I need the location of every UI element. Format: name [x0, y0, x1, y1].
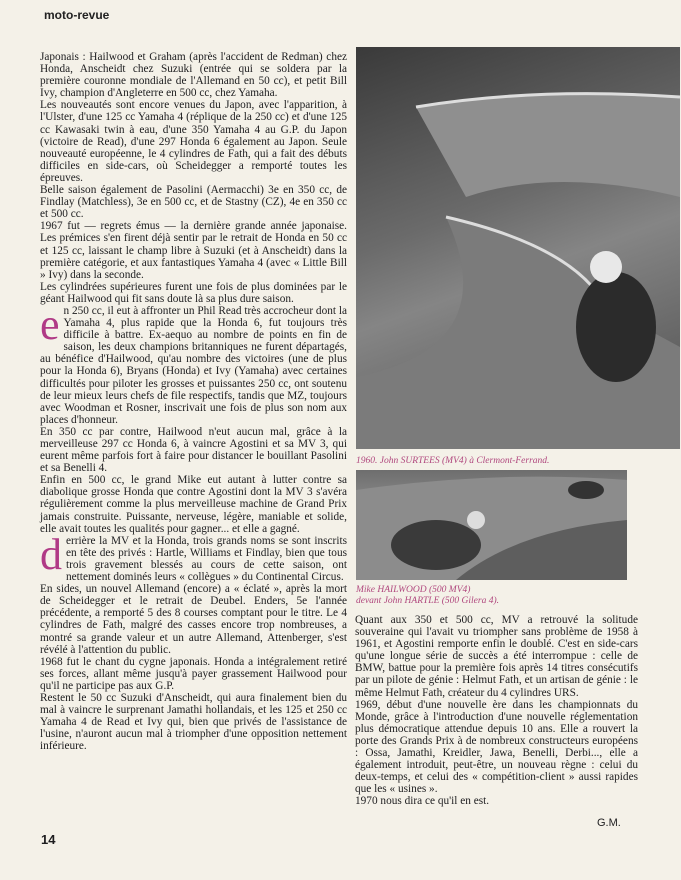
photo-illustration — [356, 47, 680, 449]
paragraph-dropcap: en 250 cc, il eut à affronter un Phil Read très accrocheur dont la Yamaha 4, plus rapide que la Honda 6, fut toujours très difficile à battre. Ex-aequo au nombre de points en fin de saison, les deux champions britanniques ne furent départagés, au bénéfice d'Hailwood, qu'au nombre des victoires (une de plus pour la Honda 6), Bryans (Honda) et Ivy (Yamaha) avec certaines difficultés pour piloter les grosses et puissantes 250 cc, ont soutenu de leur mieux leurs chefs de file respectifs, tandis que MZ, toujours avec Woodman et Rosner, inscrivait une fois de plus son nom aux places d'honneur. — [40, 299, 347, 426]
paragraph: 1969, début d'une nouvelle ère dans les championnats du Monde, grâce à l'introduction d'une nouvelle réglementation plus démocratique attendue depuis 10 ans. Elle a rouvert la porte des Grands Prix à de nombreux constructeurs européens : Ossa, Jamathi, Kreidler, Jawa, Benelli, Derbi..., elle a également introduit, peut-être, un nouveau règne : celui du deux-temps, et celui des « compétition-client » aussi rapides que les « usines ». — [355, 698, 638, 796]
paragraph: En sides, un nouvel Allemand (encore) a « éclaté », après la mort de Scheidegger et le retrait de Deubel. Enders, 5e l'année précédente, a remporté 5 des 8 courses comptant pour le titre. Le 4 cylindres de Fath, malgré des casses encore trop nombreuses, a montré sa grande valeur et un autre Allemand, Attenberger, s'est révélé à l'attention du public. — [40, 583, 347, 656]
paragraph: 1968 fut le chant du cygne japonais. Honda a intégralement retiré ses forces, allant même jusqu'à payer grassement Hailwood pour qu'il ne participe pas aux G.P. — [40, 655, 347, 692]
author-signature: G.M. — [597, 817, 621, 829]
paragraph: Japonais : Hailwood et Graham (après l'accident de Redman) chez Honda, Anscheidt chez Suzuki (entrée qui se soldera par la première couronne mondiale de l'Allemand en 50 cc), et petit Bill Ivy, champion d'Angleterre en 500 cc, chez Yamaha. — [40, 51, 347, 100]
paragraph: 1970 nous dira ce qu'il en est. — [355, 795, 490, 808]
paragraph-dropcap: derrière la MV et la Honda, trois grands noms se sont inscrits en tête des privés : Hartle, Williams et Findlay, bien que tous trois gravement blessés au cours de cette saison, ont nettement dominés leurs « collègues » du Continental Circus. — [40, 529, 347, 584]
article-right-column — [355, 614, 638, 808]
paragraph: 1967 fut — regrets émus — la dernière grande année japonaise. Les prémices s'en firent déjà sentir par le retrait de Honda en 50 cc et 125 cc, laissant le champ libre à Suzuki (et à Anscheidt) dans la première catégorie, et aux fantastiques Yamaha 4 (avec « Little Bill » Ivy) dans la seconde. — [40, 220, 347, 281]
paragraph: Les nouveautés sont encore venues du Japon, avec l'apparition, à l'Ulster, d'une 125 cc Yamaha 4 (réplique de la 250 cc) et d'une 125 cc Kawasaki twin à eau, d'une 350 Yamaha 4 au G.P. du Japon (victoire de Read), d'une 297 Honda 6 également au Japon. Seule nouveauté européenne, le 4 cylindres de Fath, qui a fait des débuts difficiles en side-cars, où Scheidegger a remporté toutes les épreuves. — [40, 99, 347, 184]
paragraph: Les cylindrées supérieures furent une fois de plus dominées par le géant Hailwood qui fit sans doute là sa plus dure saison. — [40, 280, 347, 305]
magazine-header: moto-revue — [44, 8, 110, 22]
paragraph: Enfin en 500 cc, le grand Mike eut autant à lutter contre sa diabolique grosse Honda que contre Agostini dont la MV 3 s'avéra régulièrement comme la plus merveilleuse machine de Grand Prix jamais construite. Puissante, nerveuse, légère, maniable et solide, elle avait toutes les qualités pour gagner... et elle a gagné. — [40, 474, 347, 535]
paragraph: Quant aux 350 et 500 cc, MV a retrouvé la solitude souveraine qui l'avait vu triompher sans problème de 1958 à 1961, et Agostini remporte enfin le doublé. C'est en side-cars qu'une longue série de succès a été interrompue : celle de BMW, battue pour la première fois après 14 titres consécutifs par un pilote de génie : Helmut Fath, et un artisan de génie : le même Helmut Fath, créateur du 4 cylindres URS. — [355, 614, 638, 699]
photo-illustration — [356, 470, 627, 580]
page-number: 14 — [41, 832, 56, 847]
drop-cap: d — [40, 529, 62, 579]
paragraph: En 350 cc par contre, Hailwood n'eut aucun mal, grâce à la merveilleuse 297 cc Honda 6, à vaincre Agostini et sa MV 3, qui eurent même parfois fort à faire pour distancer le bouillant Pasolini et sa Benelli 4. — [40, 425, 347, 475]
article-left-column — [40, 51, 347, 752]
photo-caption-top: 1960. John SURTEES (MV4) à Clermont-Ferrand. — [356, 456, 550, 466]
photo-caption-bottom: Mike HAILWOOD (500 MV4) devant John HARTLE (500 Gilera 4). — [356, 585, 500, 606]
paragraph: Belle saison également de Pasolini (Aermacchi) 3e en 350 cc, de Findlay (Matchless), 3e en 500 cc, et de Stastny (CZ), 4e en 350 cc et 500 cc. — [40, 184, 347, 221]
paragraph: Restent le 50 cc Suzuki d'Anscheidt, qui aura finalement bien du mal à vaincre le surprenant Jamathi hollandais, et les 125 et 250 cc Yamaha 4 de Read et Ivy qui, bien que privés de l'assistance de l'usine, n'auront aucun mal à triompher d'une opposition nettement inférieure. — [40, 691, 347, 753]
photo-surtees-clermont — [356, 47, 680, 449]
photo-hailwood-hartle — [356, 470, 627, 580]
drop-cap: e — [40, 299, 60, 349]
